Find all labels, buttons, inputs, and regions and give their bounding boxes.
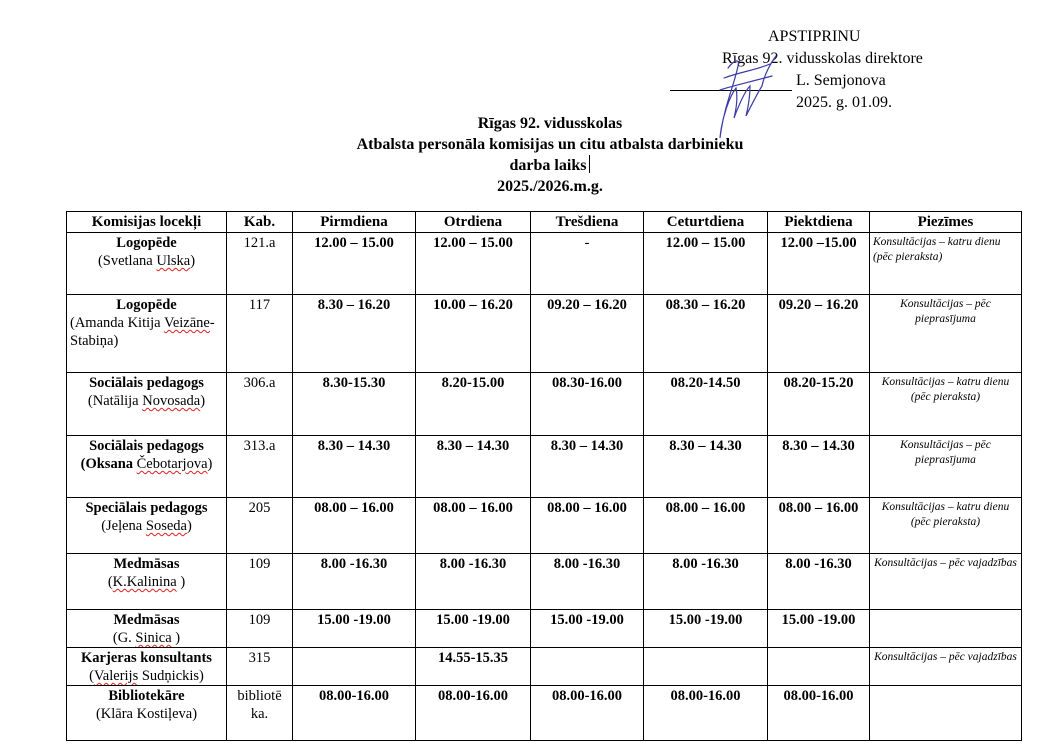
time-cell-thursday: 08.20-14.50: [644, 373, 768, 436]
time-cell-tuesday: 08.00-16.00: [416, 686, 531, 741]
member-cell: [67, 648, 227, 686]
header-thursday: Ceturtdiena: [644, 212, 768, 233]
member-name-part: -Stabiņa): [70, 315, 215, 349]
time-cell-friday: 08.20-15.20: [768, 373, 870, 436]
member-name-part: (Klāra Kostiļeva): [95, 706, 198, 722]
room-cell: 117: [227, 295, 293, 373]
title-line-4: 2025./2026.m.g.: [497, 177, 603, 195]
table-row: [67, 610, 1022, 648]
approval-date: 2025. g. 01.09.: [796, 94, 892, 111]
table-row: [67, 436, 1022, 498]
member-name-surname: Valerijs: [93, 668, 139, 684]
time-cell-thursday: 08.00 – 16.00: [644, 498, 768, 554]
time-cell-thursday: 08.30 – 16.20: [644, 295, 768, 373]
time-cell-tuesday: 8.00 -16.30: [416, 554, 531, 610]
time-cell-wednesday: 08.30-16.00: [531, 373, 644, 436]
member-name-surname: K.Kalinina: [112, 574, 177, 590]
room-cell: 205: [227, 498, 293, 554]
time-cell-wednesday: 8.00 -16.30: [531, 554, 644, 610]
time-cell-wednesday: 15.00 -19.00: [531, 610, 644, 648]
room-cell: bibliotē ka.: [227, 686, 293, 741]
time-cell-thursday: 08.00-16.00: [644, 686, 768, 741]
member-role: Medmāsas: [113, 556, 180, 572]
time-cell-monday: 8.30 – 16.20: [293, 295, 416, 373]
member-name: [70, 252, 223, 270]
member-role: Sociālais pedagogs: [89, 438, 204, 454]
member-cell: [67, 554, 227, 610]
member-name-part: (Natālija: [87, 393, 143, 409]
title-line-1: Rīgas 92. vidusskolas: [477, 115, 623, 132]
time-cell-monday: 08.00 – 16.00: [293, 498, 416, 554]
time-cell-monday: 8.30 – 14.30: [293, 436, 416, 498]
member-name: [70, 314, 223, 350]
member-role: Sociālais pedagogs: [89, 375, 204, 391]
note-cell: Konsultācijas – katru dienu (pēc pieraksta): [870, 233, 1022, 295]
member-name: [70, 573, 223, 591]
member-name-part: (G.: [112, 630, 136, 646]
member-cell: [67, 686, 227, 741]
approval-heading: APSTIPRINU: [768, 28, 861, 45]
time-cell-thursday: 8.30 – 14.30: [644, 436, 768, 498]
member-cell: [67, 436, 227, 498]
time-cell-monday: [293, 648, 416, 686]
room-cell: 121.a: [227, 233, 293, 295]
time-cell-monday: 8.30-15.30: [293, 373, 416, 436]
time-cell-friday: 12.00 –15.00: [768, 233, 870, 295]
member-cell: [67, 373, 227, 436]
member-name: [70, 455, 223, 473]
member-role: Speciālais pedagogs: [85, 500, 208, 516]
room-cell: 306.a: [227, 373, 293, 436]
member-cell: [67, 498, 227, 554]
header-tuesday: Otrdiena: [416, 212, 531, 233]
document-title: [250, 114, 850, 197]
time-cell-monday: 8.00 -16.30: [293, 554, 416, 610]
member-name: [70, 392, 223, 410]
table-row: [67, 686, 1022, 741]
room-cell: 109: [227, 554, 293, 610]
member-role: Karjeras konsultants: [81, 650, 212, 666]
title-line-3: darba laiks: [509, 157, 587, 174]
member-name-surname: Ulska: [156, 253, 191, 269]
schedule-table: [66, 211, 1022, 741]
note-cell: Konsultācijas – katru dienu (pēc pieraksta): [870, 498, 1022, 554]
time-cell-friday: 8.30 – 14.30: [768, 436, 870, 498]
table-row: [67, 554, 1022, 610]
time-cell-thursday: 15.00 -19.00: [644, 610, 768, 648]
member-cell: [67, 610, 227, 648]
note-cell: Konsultācijas – pēc pieprasījuma: [870, 436, 1022, 498]
member-name-surname: Čebotarjova: [136, 456, 208, 472]
member-name-part: (Svetlana: [97, 253, 157, 269]
member-name: [70, 629, 223, 647]
time-cell-wednesday: [531, 648, 644, 686]
member-name-part: ): [171, 630, 181, 646]
header-friday: Piektdiena: [768, 212, 870, 233]
member-name-part: ): [207, 456, 213, 472]
member-name-part: Sudņickis): [138, 668, 204, 684]
member-cell: [67, 233, 227, 295]
header-wednesday: Trešdiena: [531, 212, 644, 233]
time-cell-friday: 08.00-16.00: [768, 686, 870, 741]
table-row: [67, 233, 1022, 295]
header-monday: Pirmdiena: [293, 212, 416, 233]
time-cell-wednesday: 08.00 – 16.00: [531, 498, 644, 554]
time-cell-thursday: 8.00 -16.30: [644, 554, 768, 610]
table-row: [67, 498, 1022, 554]
time-cell-tuesday: 08.00 – 16.00: [416, 498, 531, 554]
member-name-part: (Jeļena: [101, 518, 146, 534]
member-name-part: (: [107, 574, 113, 590]
header-notes: Piezīmes: [870, 212, 1022, 233]
member-name: [70, 517, 223, 535]
note-cell: [870, 686, 1022, 741]
note-cell: Konsultācijas – katru dienu (pēc pieraksta): [870, 373, 1022, 436]
member-name-part: ): [190, 253, 196, 269]
room-cell: 109: [227, 610, 293, 648]
time-cell-tuesday: 12.00 – 15.00: [416, 233, 531, 295]
table-row: [67, 295, 1022, 373]
time-cell-friday: [768, 648, 870, 686]
room-cell: 315: [227, 648, 293, 686]
time-cell-wednesday: 8.30 – 14.30: [531, 436, 644, 498]
time-cell-thursday: 12.00 – 15.00: [644, 233, 768, 295]
note-cell: [870, 610, 1022, 648]
room-cell: 313.a: [227, 436, 293, 498]
member-name: [70, 705, 223, 723]
member-role: Bibliotekāre: [108, 688, 185, 704]
text-cursor: [589, 155, 590, 173]
table-row: [67, 373, 1022, 436]
member-name-part: (Amanda Kitija: [70, 315, 164, 331]
time-cell-wednesday: 09.20 – 16.20: [531, 295, 644, 373]
time-cell-wednesday: 08.00-16.00: [531, 686, 644, 741]
note-cell: Konsultācijas – pēc vajadzības: [870, 554, 1022, 610]
time-cell-tuesday: 8.30 – 14.30: [416, 436, 531, 498]
member-name-part: ): [176, 574, 186, 590]
header-room: Kab.: [227, 212, 293, 233]
note-cell: Konsultācijas – pēc pieprasījuma: [870, 295, 1022, 373]
member-cell: [67, 295, 227, 373]
member-name-part: (: [89, 668, 94, 684]
approval-name: L. Semjonova: [796, 72, 886, 89]
member-name-surname: Soseda: [145, 518, 187, 534]
table-header-row: [67, 212, 1022, 233]
member-name: [70, 667, 223, 685]
time-cell-tuesday: 10.00 – 16.20: [416, 295, 531, 373]
member-role: Medmāsas: [113, 612, 180, 628]
time-cell-tuesday: 14.55-15.35: [416, 648, 531, 686]
member-role: Logopēde: [116, 235, 177, 251]
time-cell-monday: 15.00 -19.00: [293, 610, 416, 648]
time-cell-monday: 12.00 – 15.00: [293, 233, 416, 295]
member-name-part: ): [186, 518, 192, 534]
time-cell-wednesday: -: [531, 233, 644, 295]
time-cell-thursday: [644, 648, 768, 686]
title-line-3-wrap: [250, 155, 850, 177]
table-row: [67, 648, 1022, 686]
time-cell-friday: 15.00 -19.00: [768, 610, 870, 648]
note-cell: Konsultācijas – pēc vajadzības: [870, 648, 1022, 686]
member-role: Logopēde: [116, 297, 177, 313]
member-name-surname: Novosada: [142, 393, 201, 409]
time-cell-tuesday: 8.20-15.00: [416, 373, 531, 436]
member-name-surname: Veizāne: [163, 315, 210, 331]
title-line-2: Atbalsta personāla komisijas un citu atbalsta darbinieku: [356, 135, 744, 153]
approval-position: Rīgas 92. vidusskolas direktore: [722, 50, 923, 67]
time-cell-friday: 8.00 -16.30: [768, 554, 870, 610]
member-name-part: (Oksana: [80, 456, 137, 472]
time-cell-friday: 09.20 – 16.20: [768, 295, 870, 373]
time-cell-tuesday: 15.00 -19.00: [416, 610, 531, 648]
time-cell-friday: 08.00 – 16.00: [768, 498, 870, 554]
member-name-surname: Sinica: [135, 630, 172, 646]
time-cell-monday: 08.00-16.00: [293, 686, 416, 741]
header-members: Komisijas locekļi: [67, 212, 227, 233]
member-name-part: ): [200, 393, 206, 409]
